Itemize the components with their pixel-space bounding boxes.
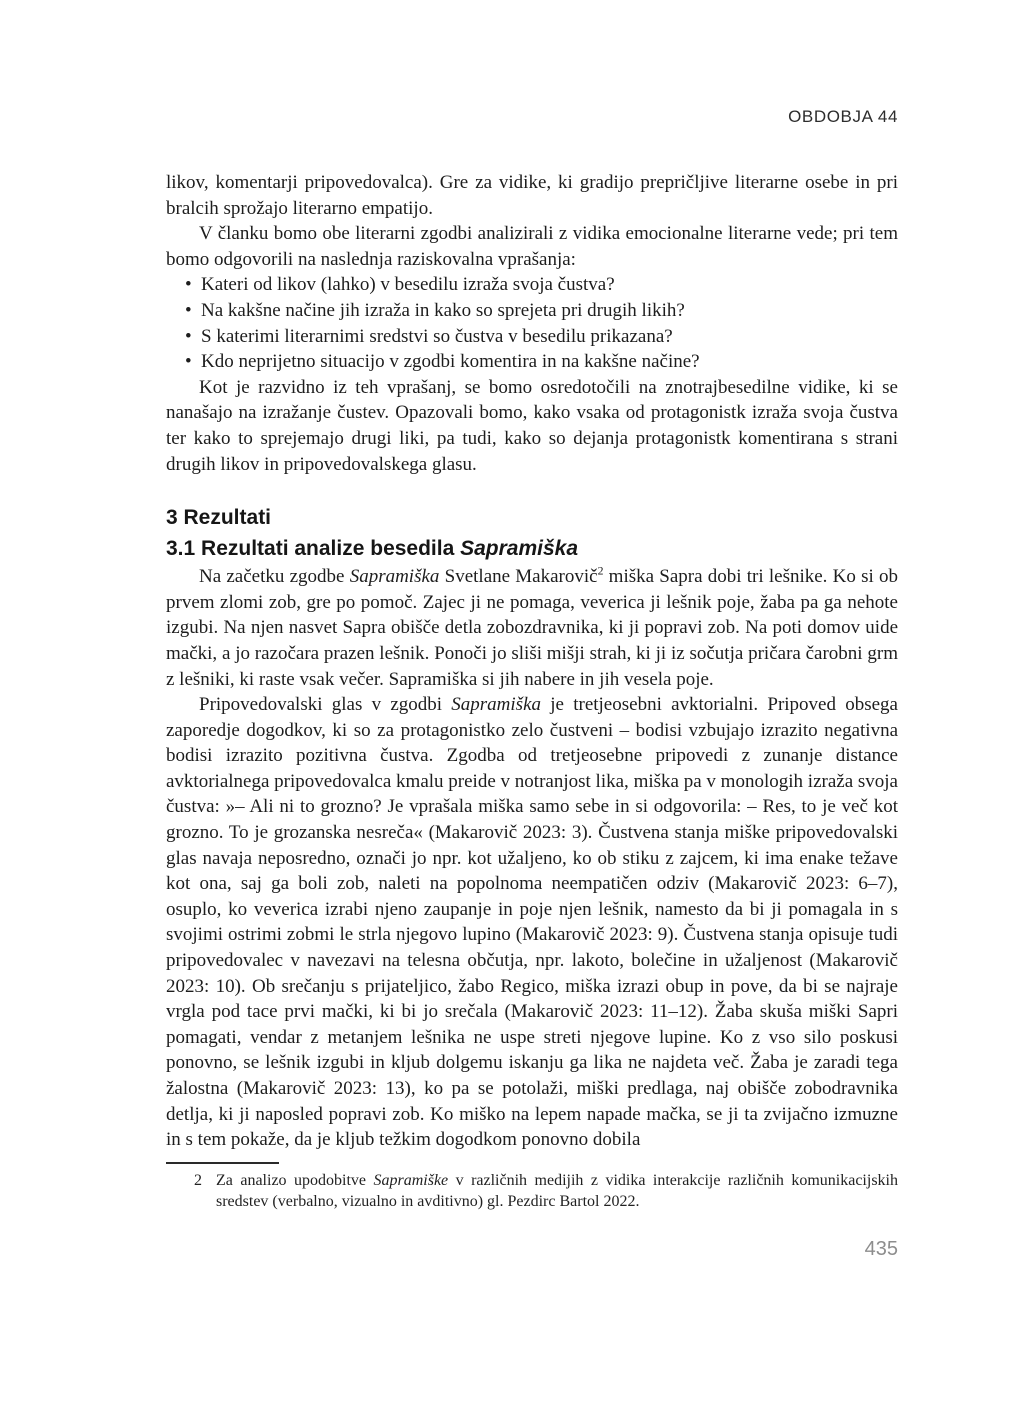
footnote [166, 1170, 898, 1213]
research-question-3: S katerimi literarnimi sredstvi so čustva v besedilu prikazana? [201, 325, 673, 347]
page-body [166, 170, 898, 1262]
paragraph-text: Na začetku zgodbe [199, 566, 350, 588]
research-question-2: Na kakšne načine jih izraža in kako so sprejeta pri drugih likih? [201, 299, 685, 321]
list-item [166, 324, 898, 350]
list-item [166, 349, 898, 375]
bullet-icon: • [185, 351, 192, 373]
work-title: Sapramiška [460, 537, 579, 561]
bullet-icon: • [185, 299, 192, 321]
footnote-divider [166, 1162, 279, 1164]
subsection-heading-prefix: 3.1 Rezultati analize besedila [166, 537, 461, 561]
paragraph-text: Svetlane Makarovič [439, 566, 598, 588]
paragraph-focus: Kot je razvidno iz teh vprašanj, se bomo osredotočili na znotrajbesedilne vidike, ki se nanašajo na izražanje čustev. Opazovali bomo, kako vsaka od protagonistk izraža svoja čustva ter kako to sprejemajo drugi liki, pa tudi, kako so dejanja protagonistk komentirana s strani drugih likov in pripovedovalskega glasu. [166, 376, 898, 475]
paragraph-story-summary [166, 564, 898, 692]
list-item [166, 272, 898, 298]
paragraph-text: miška Sapra dobi tri lešnike. Ko si ob prvem zlomi zob, gre po pomoč. Zajec ji ne pomaga, veverica ji lešnik poje, žaba pa ga nehote izgubi. Na njen nasvet Sapra obišče detla zobozdravnika, ki ji popravi zob. Na poti domov uide mački, a jo razočara prazen lešnik. Ponoči jo sliši mišji strah, ki ji iz sočutja pričara čarobni grm z lešniki, ki raste vsak večer. Sapramiška si jih nabere in jih vesela poje. [166, 566, 898, 690]
paragraph-text: Pripovedovalski glas v zgodbi [199, 694, 452, 716]
page-number: 435 [864, 1237, 898, 1260]
footnote-text: Za analizo upodobitve [216, 1171, 374, 1189]
paragraph-narrator-analysis [166, 692, 898, 1153]
list-item [166, 298, 898, 324]
work-title: Sapramiška [451, 694, 542, 716]
subsection-heading-analysis [166, 533, 898, 564]
research-question-1: Kateri od likov (lahko) v besedilu izraža svoja čustva? [201, 274, 615, 296]
footnote-number: 2 [194, 1171, 202, 1189]
bullet-icon: • [185, 325, 192, 347]
research-question-4: Kdo neprijetno situacijo v zgodbi komentira in na kakšne načine? [201, 351, 700, 373]
section-headings [166, 502, 898, 564]
footnote-text: v različnih medijih z vidika interakcije različnih komunikacijskih sredstev (verbalno, vizualno in avditivno) gl. Pezdirc Bartol 2022. [216, 1171, 898, 1211]
footnote-ref-2: 2 [597, 564, 604, 578]
bullet-icon: • [185, 274, 192, 296]
work-title: Sapramiška [349, 566, 440, 588]
paragraph-text: je tretjeosebni avktorialni. Pripoved obsega zaporedje dogodkov, ki so za protagonistko zelo čustveni – bodisi vzbujajo izrazito negativna bodisi izrazito pozitivna čustva. Zgodba od tretjeosebne pripovedi z zunanje distance avktorialnega pripovedovalca kmalu preide v notranjost lika, miška pa v monologih izraža svoja čustva: »– Ali ni to grozno? Je vprašala miška samo sebe in si odgovorila: – Res, to je več kot grozno. To je grozanska nesreča« (Makarovič 2023: 3). Čustvena stanja miške pripovedovalski glas navaja neposredno, označi jo npr. kot užaljeno, ko ob stiku z zajcem, ki ima enake težave kot ona, saj ga boli zob, naleti na popolnoma neempatičen odziv (Makarovič 2023: 6–7), osuplo, ko veverica izrabi njeno zaupanje in poje njen lešnik, namesto da bi ji pomagala in s svojimi ostrimi zobmi le strla njegovo lupino (Makarovič 2023: 9). Čustvena stanja opisuje tudi pripovedovalec v navezavi na telesna občutja, npr. lakoto, bolečine in užaljenost (Makarovič 2023: 10). Ob srečanju s prijateljico, žabo Regico, miška izrazi obup in pove, da bi se najraje vrgla pod tace prvi mački, ki bi jo srečala (Makarovič 2023: 11–12). Žaba skuša miški Sapri pomagati, vendar z metanjem lešnika ne uspe streti njegove lupine. Ko z vso silo poskusi ponovno, se lešnik izgubi in kljub dolgemu iskanju ga lika ne najdeta več. Žaba je zaradi tega žalostna (Makarovič 2023: 13), ko pa se potolaži, miški predlaga, naj obišče zobodravnika detlja, ki ji naposled popravi zob. Ko miško na lepem napade mačka, se ji ta zvijačno izmuzne in s tem pokaže, da je kljub težkim dogodkom ponovno dobila [166, 694, 898, 1151]
paragraph-continuation: likov, komentarji pripovedovalca). Gre za vidike, ki gradijo prepričljive literarne osebe in pri bralcih sprožajo literarno empatijo. [166, 172, 898, 219]
paragraph-research-intro: V članku bomo obe literarni zgodbi analizirali z vidika emocionalne literarne vede; pri tem bomo odgovorili na naslednja raziskovalna vprašanja: [166, 223, 898, 270]
section-heading-results: 3 Rezultati [166, 506, 272, 530]
running-header: OBDOBJA 44 [788, 107, 898, 126]
research-questions-list [166, 272, 898, 374]
work-title: Sapramiške [373, 1171, 449, 1189]
